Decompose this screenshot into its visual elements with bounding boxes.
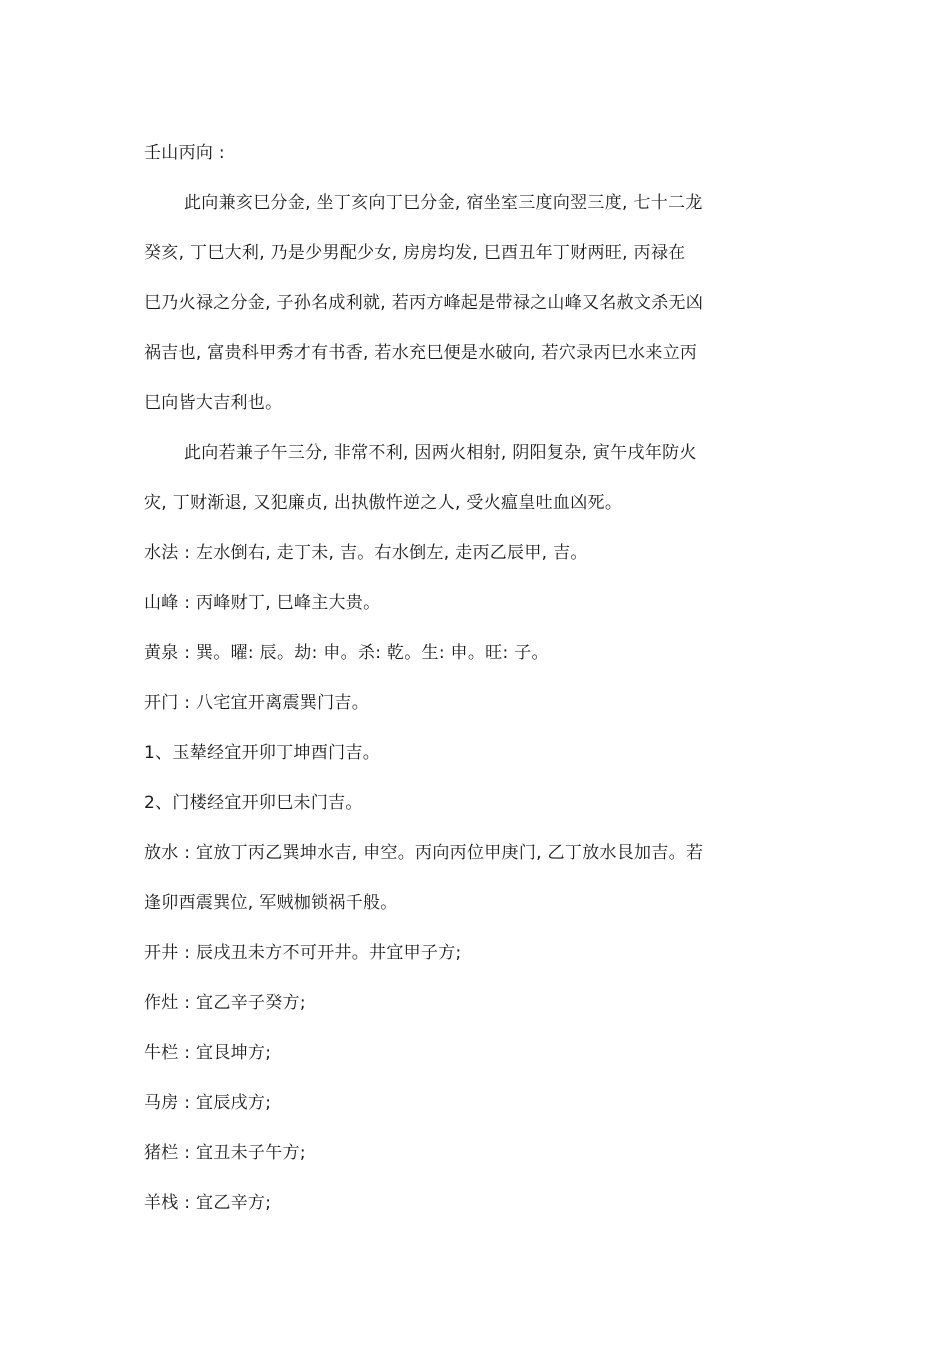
- sheep-pen-line: 羊栈 : 宜乙辛方;: [144, 1193, 272, 1213]
- yunian-jing-line: 1、玉辇经宜开卯丁坤酉门吉。: [144, 743, 381, 763]
- cattle-pen-line: 牛栏 : 宜艮坤方;: [144, 1043, 272, 1063]
- pig-pen-line: 猪栏 : 宜丑未子午方;: [144, 1143, 306, 1163]
- paragraph-1-line-5: 巳向皆大吉利也。: [144, 393, 283, 413]
- paragraph-1-line-4: 祸吉也, 富贵科甲秀才有书香, 若水充巳便是水破向, 若穴录丙巳水来立丙: [144, 343, 698, 363]
- paragraph-2-line-2: 灾, 丁财渐退, 又犯廉贞, 出执傲忤逆之人, 受火瘟皇吐血凶死。: [144, 493, 623, 513]
- mountain-peak-line: 山峰 : 丙峰财丁, 巳峰主大贵。: [144, 593, 381, 613]
- release-water-line-1: 放水 : 宜放丁丙乙巽坤水吉, 申空。丙向丙位甲庚门, 乙丁放水艮加吉。若: [144, 843, 704, 863]
- open-door-line: 开门 : 八宅宜开离震巽门吉。: [144, 693, 370, 713]
- paragraph-1-line-2: 癸亥, 丁巳大利, 乃是少男配少女, 房房均发, 巳酉丑年丁财两旺, 丙禄在: [144, 243, 686, 263]
- stove-line: 作灶 : 宜乙辛子癸方;: [144, 993, 306, 1013]
- huangquan-line: 黄泉 : 巽。曜: 辰。劫: 申。杀: 乾。生: 申。旺: 子。: [144, 643, 549, 663]
- paragraph-1-line-3: 巳乃火禄之分金, 子孙名成利就, 若丙方峰起是带禄之山峰又名赦文杀无凶: [144, 293, 704, 313]
- open-well-line: 开井 : 辰戌丑未方不可开井。井宜甲子方;: [144, 943, 462, 963]
- water-method-line: 水法 : 左水倒右, 走丁未, 吉。右水倒左, 走丙乙辰甲, 吉。: [144, 543, 588, 563]
- paragraph-1-line-1: 此向兼亥巳分金, 坐丁亥向丁巳分金, 宿坐室三度向翌三度, 七十二龙: [184, 193, 703, 213]
- release-water-line-2: 逢卯酉震巽位, 军贼枷锁祸千般。: [144, 893, 398, 913]
- paragraph-2-line-1: 此向若兼子午三分, 非常不利, 因两火相射, 阴阳复杂, 寅午戌年防火: [184, 443, 697, 463]
- document-body: [144, 128, 744, 1228]
- menlou-jing-line: 2、门楼经宜开卯巳未门吉。: [144, 793, 363, 813]
- horse-stable-line: 马房 : 宜辰戌方;: [144, 1093, 272, 1113]
- document-heading: 壬山丙向 :: [144, 143, 225, 163]
